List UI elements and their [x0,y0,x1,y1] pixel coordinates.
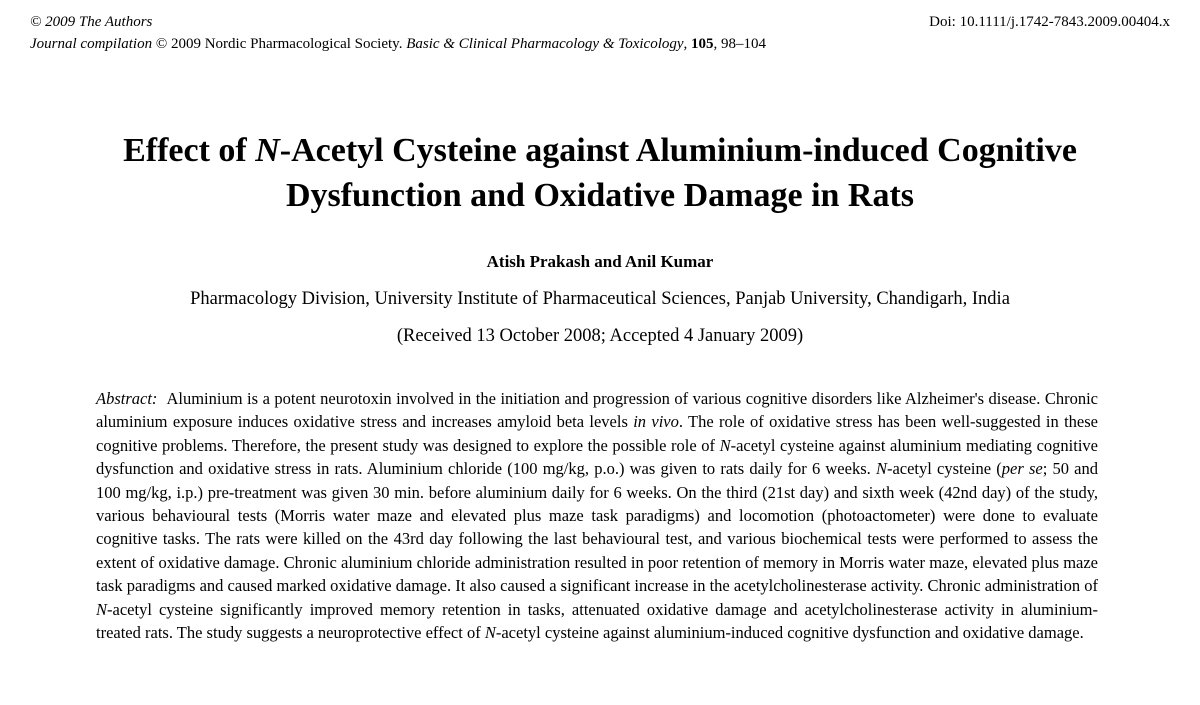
journal-compilation-line: Journal compilation © 2009 Nordic Pharmacological Society. Basic & Clinical Pharmacology & Toxicology, 105, 98–104 [30,35,767,52]
copyright-line: © 2009 The Authors [30,14,153,30]
doi-text: Doi: 10.1111/j.1742-7843.2009.00404.x [929,14,1170,30]
abstract-paragraph: Abstract: Aluminium is a potent neurotoxin involved in the initiation and progression of various cognitive disorders like Alzheimer's disease. Chronic aluminium exposure induces oxidative stress and increases amyloid beta levels in vivo. The role of oxidative stress has been well-suggested in these cognitive problems. Therefore, the present study was designed to explore the possible role of N-acetyl cysteine against aluminium mediating cognitive dysfunction and oxidative stress in rats. Aluminium chloride (100 mg/kg, p.o.) was given to rats daily for 6 weeks. N-acetyl cysteine (per se; 50 and 100 mg/kg, i.p.) pre-treatment was given 30 min. before aluminium daily for 6 weeks. On the third (21st day) and sixth week (42nd day) of the study, various behavioural tests (Morris water maze and elevated plus maze task paradigms) and locomotion (photoactometer) were done to evaluate cognitive tasks. The rats were killed on the 43rd day following the last behavioural test, and various biochemical tests were performed to assess the extent of oxidative damage. Chronic aluminium chloride administration resulted in poor retention of memory in Morris water maze, elevated plus maze task paradigms and caused marked oxidative damage. It also caused a significant increase in the acetylcholinesterase activity. Chronic administration of N-acetyl cysteine significantly improved memory retention in tasks, attenuated oxidative damage and acetylcholinesterase activity in aluminium-treated rats. The study suggests a neuroprotective effect of N-acetyl cysteine against aluminium-induced cognitive dysfunction and oxidative damage. [96,388,1098,642]
affiliation-line: Pharmacology Division, University Institute of Pharmaceutical Sciences, Panjab University, Chandigarh, India [190,288,1010,309]
copyright-block [30,12,766,56]
page-header [30,12,1170,56]
article-title: Effect of N-Acetyl Cysteine against Aluminium-induced Cognitive Dysfunction and Oxidative Damage in Rats [123,131,1077,214]
received-accepted-line: (Received 13 October 2008; Accepted 4 January 2009) [396,325,804,346]
authors-line: Atish Prakash and Anil Kumar [486,251,714,271]
